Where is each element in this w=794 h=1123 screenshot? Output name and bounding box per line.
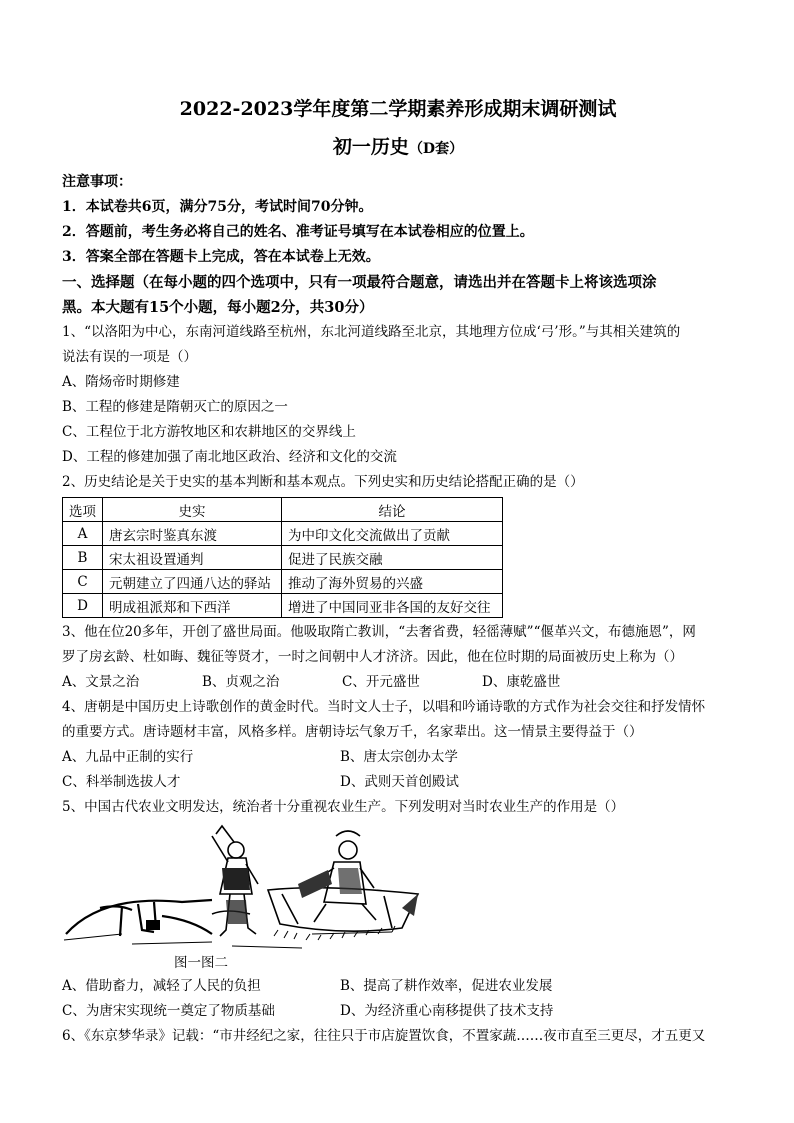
option-c: C、工程位于北方游牧地区和农耕地区的交界线上 bbox=[62, 424, 356, 440]
table-cell: D bbox=[63, 594, 103, 618]
question-stem: 5、中国古代农业文明发达，统治者十分重视农业生产。下列发明对当时农业生产的作用是（） bbox=[62, 799, 625, 815]
section-heading-line: 一、选择题（在每小题的四个选项中，只有一项最符合题意，请选出并在答题卡上将该选项涂 bbox=[62, 274, 657, 291]
figure-caption: 图一图二 bbox=[174, 955, 228, 971]
table-header: 结论 bbox=[282, 498, 503, 522]
version-label: （D套） bbox=[408, 141, 464, 157]
note-item: 2．答题前，考生务必将自己的姓名、准考证号填写在本试卷相应的位置上。 bbox=[62, 224, 534, 240]
question-stem: 的重要方式。唐诗题材丰富，风格多样。唐朝诗坛气象万千，名家辈出。这一情景主要得益于（） bbox=[62, 724, 643, 740]
table-row bbox=[63, 594, 503, 618]
option-b: B、贞观之治 bbox=[202, 674, 280, 690]
exam-subtitle bbox=[62, 134, 734, 162]
table-cell: 增进了中国同亚非各国的友好交往 bbox=[282, 594, 503, 618]
table-cell: 明成祖派郑和下西洋 bbox=[103, 594, 282, 618]
question-5 bbox=[62, 795, 734, 1024]
table-header: 选项 bbox=[63, 498, 103, 522]
table-header-row bbox=[63, 498, 503, 522]
question-3 bbox=[62, 620, 734, 695]
option-row bbox=[62, 999, 734, 1024]
table-header: 史实 bbox=[103, 498, 282, 522]
option-d: D、武则天首创殿试 bbox=[340, 774, 459, 790]
question-stem: 罗了房玄龄、杜如晦、魏征等贤才，一时之间朝中人才济济。因此，他在位时期的局面被历史上称为（） bbox=[62, 649, 683, 665]
note-item: 1．本试卷共6页，满分75分，考试时间70分钟。 bbox=[62, 199, 373, 215]
option-c: C、开元盛世 bbox=[342, 674, 420, 690]
option-a: A、隋炀帝时期修建 bbox=[62, 374, 180, 390]
table-row bbox=[63, 570, 503, 594]
option-c: C、科举制选拔人才 bbox=[62, 774, 181, 790]
question-4 bbox=[62, 695, 734, 795]
notes-block bbox=[62, 170, 734, 270]
question-stem: 3、他在位20多年，开创了盛世局面。他吸取隋亡教训，“去奢省费，轻徭薄赋”“偃革兴文，布德施恩”，网 bbox=[62, 624, 696, 640]
question-1 bbox=[62, 320, 734, 470]
question-stem: 1、“以洛阳为中心，东南河道线路至杭州，东北河道线路至北京，其地理方位成‘弓’形。”与其相关建筑的 bbox=[62, 324, 681, 340]
option-a: A、九品中正制的实行 bbox=[62, 749, 194, 765]
exam-title: 2022-2023学年度第二学期素养形成期末调研测试 bbox=[179, 98, 617, 120]
option-row bbox=[62, 670, 734, 695]
history-table bbox=[62, 497, 503, 618]
option-a: A、文景之治 bbox=[62, 674, 140, 690]
question-stem: 说法有误的一项是（） bbox=[62, 349, 197, 365]
question-6 bbox=[62, 1024, 734, 1049]
table-cell: A bbox=[63, 522, 103, 546]
table-cell: 推动了海外贸易的兴盛 bbox=[282, 570, 503, 594]
table-cell: C bbox=[63, 570, 103, 594]
table-cell: 元朝建立了四通八达的驿站 bbox=[103, 570, 282, 594]
option-b: B、工程的修建是隋朝灭亡的原因之一 bbox=[62, 399, 288, 415]
option-d: D、为经济重心南移提供了技术支持 bbox=[340, 1003, 554, 1019]
table-row bbox=[63, 546, 503, 570]
subject-label: 初一历史 bbox=[332, 136, 409, 158]
option-c: C、为唐宋实现统一奠定了物质基础 bbox=[62, 1003, 275, 1019]
notes-heading: 注意事项： bbox=[62, 174, 132, 190]
table-row bbox=[63, 522, 503, 546]
question-stem: 6、《东京梦华录》记载：“市井经纪之家，往往只于市店旋置饮食，不置家蔬……夜市直至三更尽，才五更又 bbox=[62, 1028, 706, 1044]
note-item: 3．答案全部在答题卡上完成，答在本试卷上无效。 bbox=[62, 249, 380, 265]
option-b: B、提高了耕作效率，促进农业发展 bbox=[340, 978, 553, 994]
table-cell: 宋太祖设置通判 bbox=[103, 546, 282, 570]
option-row bbox=[62, 745, 734, 770]
table-cell: 唐玄宗时鉴真东渡 bbox=[103, 522, 282, 546]
question-2 bbox=[62, 470, 734, 618]
question-stem: 2、历史结论是关于史实的基本判断和基本观点。下列史实和历史结论搭配正确的是（） bbox=[62, 474, 584, 490]
exam-page bbox=[62, 96, 734, 1049]
farming-illustration bbox=[62, 824, 422, 952]
section-heading-line: 黑。本大题有15个小题，每小题2分，共30分） bbox=[62, 299, 374, 316]
option-a: A、借助畜力，减轻了人民的负担 bbox=[62, 978, 261, 994]
section-heading bbox=[62, 270, 734, 320]
table-cell: 促进了民族交融 bbox=[282, 546, 503, 570]
farming-tools-image bbox=[62, 824, 422, 952]
option-row bbox=[62, 770, 734, 795]
option-b: B、唐太宗创办太学 bbox=[340, 749, 458, 765]
option-d: D、工程的修建加强了南北地区政治、经济和文化的交流 bbox=[62, 449, 397, 465]
question-stem: 4、唐朝是中国历史上诗歌创作的黄金时代。当时文人士子，以唱和吟诵诗歌的方式作为社会交往和抒发情怀 bbox=[62, 699, 706, 715]
table-cell: B bbox=[63, 546, 103, 570]
option-d: D、康乾盛世 bbox=[482, 674, 561, 690]
table-cell: 为中印文化交流做出了贡献 bbox=[282, 522, 503, 546]
option-row bbox=[62, 974, 734, 999]
